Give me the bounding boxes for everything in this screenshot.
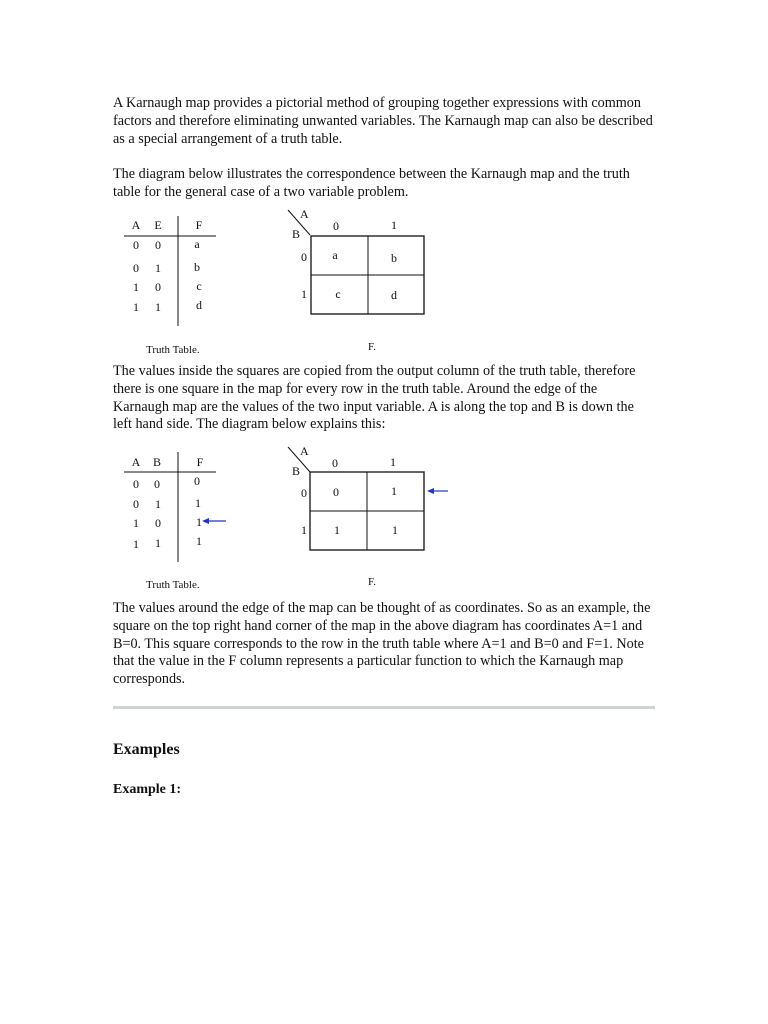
- truth-table-cell: 1: [133, 280, 139, 294]
- figure-example-function-svg: [110, 442, 470, 592]
- truth-table: [124, 452, 226, 591]
- explanation-paragraph: The values inside the squares are copied from the output column of the truth table, therefore there is one square in the map for every row in the truth table. Around the edge of the Karnaugh map are the values of the two input variable. A is along the top and B is down the left hand side. The diagram below explains this:: [113, 363, 636, 433]
- truth-table-cell: 0: [194, 474, 200, 488]
- truth-table-header-a: A: [131, 455, 141, 469]
- truth-table-cell: a: [194, 237, 200, 251]
- truth-table-cell: 0: [155, 280, 161, 294]
- truth-table-cell: 0: [133, 497, 139, 511]
- truth-table-cell: d: [196, 298, 202, 312]
- kmap-cell: b: [391, 251, 397, 265]
- kmap-row-label: 1: [301, 523, 307, 537]
- kmap-cell: 0: [333, 485, 339, 499]
- kmap-row-label: 1: [301, 287, 307, 301]
- coordinates-paragraph: The values around the edge of the map can be thought of as coordinates. So as an example, the square on the top right hand corner of the map in the above diagram has coordinates A=1 and B=0. This square corresponds to the row in the truth table where A=1 and B=0 and F=1. Note that the value in the F column represents a particular function to which the Karnaugh map corresponds.: [113, 600, 651, 688]
- truth-table-cell: 1: [196, 534, 202, 548]
- kmap-caption: F.: [368, 576, 376, 588]
- truth-table-cell: 0: [154, 477, 160, 491]
- truth-table-cell: 1: [155, 261, 161, 275]
- diagram-intro-paragraph: The diagram below illustrates the correspondence between the Karnaugh map and the truth table for the general case of a two variable problem.: [113, 166, 630, 200]
- truth-table-cell: 1: [133, 516, 139, 530]
- truth-table: [124, 216, 216, 356]
- kmap-cell: a: [332, 248, 338, 262]
- truth-table-header-f: F: [196, 455, 204, 469]
- karnaugh-map: [288, 444, 448, 588]
- kmap-cell: c: [335, 287, 341, 301]
- figure-example-function: [110, 442, 470, 592]
- horizontal-rule: [113, 706, 655, 709]
- example-1-heading: Example 1:: [113, 782, 182, 797]
- karnaugh-map: [288, 207, 424, 353]
- truth-table-cell: 0: [133, 477, 139, 491]
- kmap-cell: d: [391, 288, 397, 302]
- truth-table-header-f: F: [195, 218, 203, 232]
- truth-table-cell: 1: [133, 537, 139, 551]
- truth-table-cell: 0: [133, 238, 139, 252]
- truth-table-cell: 1: [155, 497, 161, 511]
- kmap-row-label: 0: [301, 250, 307, 264]
- truth-table-cell: 0: [133, 261, 139, 275]
- kmap-var-top: A: [300, 207, 309, 221]
- truth-table-cell: 1: [155, 300, 161, 314]
- truth-table-cell: 1: [195, 496, 201, 510]
- figure-general-case-svg: [110, 205, 470, 355]
- kmap-row-label: 0: [301, 486, 307, 500]
- examples-heading: Examples: [113, 741, 180, 758]
- truth-table-header-e: E: [154, 218, 162, 232]
- truth-table-cell: 0: [155, 238, 161, 252]
- kmap-col-label: 1: [391, 218, 397, 232]
- kmap-var-top: A: [300, 444, 309, 458]
- kmap-cell: 1: [391, 484, 397, 498]
- arrowhead-icon: [202, 518, 209, 524]
- kmap-cell: 1: [334, 523, 340, 537]
- figure-general-case: [110, 205, 470, 355]
- arrowhead-icon: [427, 488, 434, 494]
- truth-table-caption: Truth Table.: [146, 344, 200, 356]
- kmap-col-label: 0: [332, 456, 338, 470]
- kmap-var-left: B: [292, 227, 301, 241]
- kmap-caption: F.: [368, 341, 376, 353]
- kmap-col-label: 0: [333, 219, 339, 233]
- truth-table-cell: 1: [133, 300, 139, 314]
- kmap-cell: 1: [392, 523, 398, 537]
- kmap-col-label: 1: [390, 455, 396, 469]
- intro-paragraph: A Karnaugh map provides a pictorial method of grouping together expressions with common factors and therefore eliminating unwanted variables. The Karnaugh map can also be described as a special arrangement of a truth table.: [113, 95, 653, 147]
- truth-table-cell: 0: [155, 516, 161, 530]
- truth-table-caption: Truth Table.: [146, 579, 200, 591]
- truth-table-header-a: A: [131, 218, 141, 232]
- truth-table-cell: 1: [155, 536, 161, 550]
- truth-table-cell: b: [194, 260, 200, 274]
- truth-table-header-b: B: [152, 455, 162, 469]
- truth-table-cell: c: [196, 279, 202, 293]
- truth-table-cell: 1: [196, 515, 202, 529]
- kmap-var-left: B: [292, 464, 301, 478]
